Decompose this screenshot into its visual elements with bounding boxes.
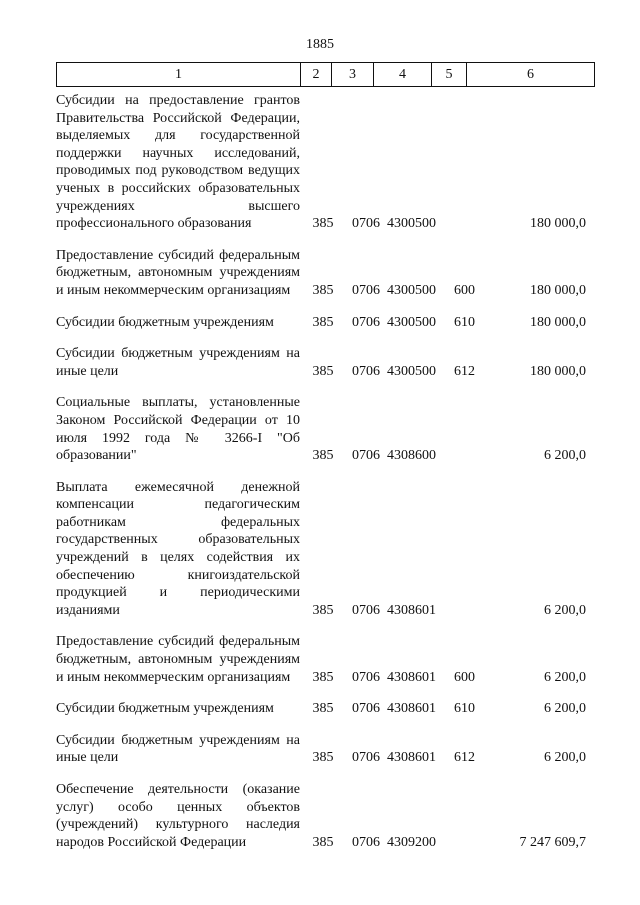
budget-rows — [56, 92, 596, 865]
target-article-code: 4308601 — [387, 602, 436, 618]
amount-value: 6 200,0 — [544, 669, 586, 685]
row-codes — [56, 602, 596, 620]
ministry-code: 385 — [312, 282, 334, 298]
ministry-code: 385 — [312, 216, 334, 232]
row-description: Субсидии на предоставление грантов Правительства Российской Федерации, выделяемых для государственной поддержки научных исследований, проводимых под руководством ведущих ученых в российских образовательных учреждениях высшего профессионального образования — [56, 93, 300, 232]
column-header-table — [56, 62, 595, 87]
column-header-6: 6 — [467, 63, 595, 87]
ministry-code: 385 — [312, 669, 334, 685]
target-article-code: 4308600 — [387, 448, 436, 464]
section-code: 0706 — [352, 750, 380, 766]
row-description: Субсидии бюджетным учреждениям на иные цели — [56, 732, 300, 766]
section-code: 0706 — [352, 314, 380, 330]
table-row — [56, 345, 596, 380]
row-codes — [56, 700, 596, 718]
row-description: Выплата ежемесячной денежной компенсации педагогическим работникам федеральных государственных образовательных учреждений в целях содействия их обеспечению книгоиздательской продукцией и периодическими изданиями — [56, 479, 300, 618]
amount-value: 6 200,0 — [544, 602, 586, 618]
table-row — [56, 732, 596, 767]
column-header-4: 4 — [374, 63, 432, 87]
row-description: Субсидии бюджетным учреждениям — [56, 701, 274, 717]
row-codes — [56, 363, 596, 381]
section-code: 0706 — [352, 282, 380, 298]
column-header-2: 2 — [301, 63, 332, 87]
ministry-code: 385 — [312, 701, 334, 717]
table-row — [56, 479, 596, 620]
ministry-code: 385 — [312, 750, 334, 766]
amount-value: 6 200,0 — [544, 448, 586, 464]
table-row — [56, 781, 596, 851]
column-header-1: 1 — [57, 63, 301, 87]
section-code: 0706 — [352, 602, 380, 618]
target-article-code: 4308601 — [387, 701, 436, 717]
row-codes — [56, 215, 596, 233]
target-article-code: 4300500 — [387, 216, 436, 232]
target-article-code: 4300500 — [387, 282, 436, 298]
target-article-code: 4300500 — [387, 314, 436, 330]
row-codes — [56, 834, 596, 852]
section-code: 0706 — [352, 669, 380, 685]
row-codes — [56, 749, 596, 767]
table-row — [56, 700, 596, 718]
target-article-code: 4309200 — [387, 834, 436, 850]
amount-value: 180 000,0 — [530, 216, 586, 232]
row-description: Социальные выплаты, установленные Законом Российской Федерации от 10 июля 1992 года № 3266-I "Об образовании" — [56, 395, 300, 464]
expense-type-code: 610 — [454, 314, 475, 330]
expense-type-code: 600 — [454, 669, 475, 685]
table-row — [56, 633, 596, 686]
column-header-3: 3 — [332, 63, 374, 87]
ministry-code: 385 — [312, 448, 334, 464]
table-row — [56, 247, 596, 300]
expense-type-code: 610 — [454, 701, 475, 717]
table-row — [56, 314, 596, 332]
target-article-code: 4308601 — [387, 750, 436, 766]
row-description: Субсидии бюджетным учреждениям на иные цели — [56, 346, 300, 379]
amount-value: 7 247 609,7 — [519, 834, 586, 850]
table-row — [56, 92, 596, 233]
amount-value: 180 000,0 — [530, 282, 586, 298]
row-codes — [56, 282, 596, 300]
column-header-row — [57, 63, 595, 87]
row-description: Предоставление субсидий федеральным бюджетным, автономным учреждениям и иным некоммерческим организациям — [56, 247, 300, 298]
target-article-code: 4300500 — [387, 363, 436, 379]
column-header-5: 5 — [432, 63, 467, 87]
row-codes — [56, 314, 596, 332]
expense-type-code: 600 — [454, 282, 475, 298]
section-code: 0706 — [352, 701, 380, 717]
ministry-code: 385 — [312, 834, 334, 850]
row-description: Обеспечение деятельности (оказание услуг) особо ценных объектов (учреждений) культурного наследия народов Российской Федерации — [56, 782, 300, 850]
ministry-code: 385 — [312, 602, 334, 618]
row-description: Субсидии бюджетным учреждениям — [56, 314, 274, 330]
ministry-code: 385 — [312, 363, 334, 379]
expense-type-code: 612 — [454, 363, 475, 379]
row-codes — [56, 669, 596, 687]
section-code: 0706 — [352, 363, 380, 379]
section-code: 0706 — [352, 834, 380, 850]
amount-value: 180 000,0 — [530, 363, 586, 379]
amount-value: 6 200,0 — [544, 701, 586, 717]
page-number: 1885 — [306, 37, 334, 52]
row-description: Предоставление субсидий федеральным бюджетным, автономным учреждениям и иным некоммерческим организациям — [56, 634, 300, 685]
row-codes — [56, 447, 596, 465]
expense-type-code: 612 — [454, 750, 475, 766]
target-article-code: 4308601 — [387, 669, 436, 685]
amount-value: 180 000,0 — [530, 314, 586, 330]
section-code: 0706 — [352, 448, 380, 464]
table-row — [56, 394, 596, 464]
ministry-code: 385 — [312, 314, 334, 330]
section-code: 0706 — [352, 216, 380, 232]
amount-value: 6 200,0 — [544, 750, 586, 766]
